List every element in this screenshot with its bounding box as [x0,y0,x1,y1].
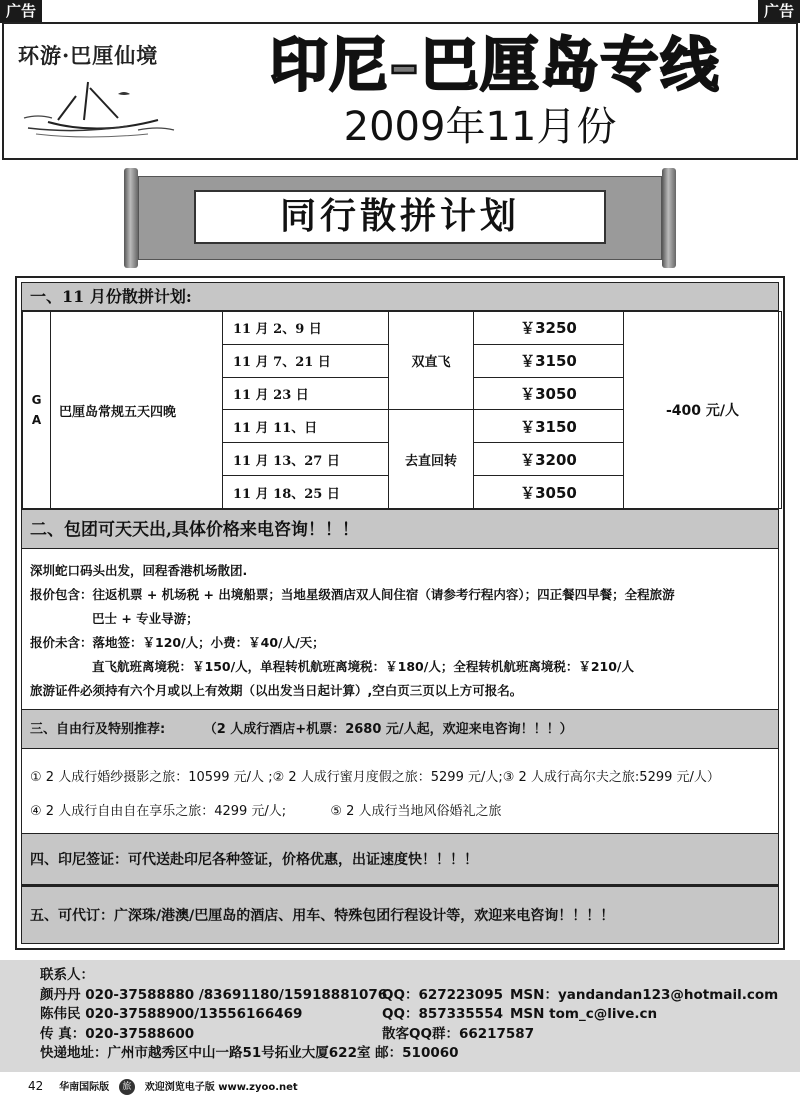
price-cell: ￥3250 [474,312,624,345]
ad-tag-right: 广告 [758,0,800,23]
sub-title: 2009年11月份 [343,104,617,150]
promo-link[interactable]: 欢迎浏览电子版 www.zyoo.net [144,1082,298,1093]
recommend-line-2 [30,795,770,829]
magazine-name: 华南国际版 [59,1082,110,1093]
main-title: 印尼–巴厘岛专线 [269,31,721,99]
section-1-title: 一、11 月份散拼计划: [22,283,778,311]
recommend-item-5: ⑤ 2 人成行当地风俗婚礼之旅 [330,804,502,819]
section-5-title: 五、可代订：广深珠/港澳/巴厘岛的酒店、用车、特殊包团行程设计等，欢迎来电咨询！！！！ [22,885,778,943]
passport-note: 旅游证件必须持有六个月或以上有效期（以出发当日起计算）,空白页三页以上方可报名。 [30,683,523,698]
date-cell: 11 月 18、25 日 [223,476,389,509]
section-2-body [30,559,770,703]
banner-label: 同行散拼计划 [194,190,606,244]
scroll-rod-left [124,168,138,268]
section-3-body [30,761,770,829]
departure-line: 深圳蛇口码头出发，回程香港机场散团. [30,563,248,578]
contact-row-2 [40,1005,800,1025]
scroll-banner [122,168,678,268]
contact-qq-2: QQ：857335554 [382,1006,503,1022]
price-cell: ￥3200 [474,443,624,476]
sailboat-logo-icon [18,74,178,144]
tour-name: 巴厘岛常规五天四晚 [51,312,223,509]
date-cell: 11 月 2、9 日 [223,312,389,345]
recommend-line-1: ① 2 人成行婚纱摄影之旅：10599 元/人 ;② 2 人成行蜜月度假之旅：5299 元/人;③ 2 人成行高尔夫之旅:5299 元/人） [30,770,720,785]
section-4-title: 四、印尼签证：可代送赴印尼各种签证，价格优惠，出证速度快！！！！ [22,833,778,885]
content-box [15,276,785,950]
contact-label: 联系人： [40,967,94,983]
mode-transfer: 去直回转 [389,410,474,509]
price-cell: ￥3150 [474,344,624,377]
contact-msn-2: MSN tom_c@live.cn [510,1006,658,1022]
price-includes-line: 报价包含：往返机票 + 机场税 + 出境船票；当地星级酒店双人间住宿（请参考行程内容）；四正餐四早餐；全程旅游 [30,587,675,602]
contact-phone-2: 陈伟民 020-37588900/13556166469 [40,1006,303,1022]
date-cell: 11 月 7、21 日 [223,344,389,377]
schedule-table [22,311,782,509]
content-inner [21,282,779,944]
contact-address: 快递地址：广州市越秀区中山一路51号拓业大厦622室 邮：510060 [40,1045,459,1061]
date-cell: 11 月 23 日 [223,377,389,410]
date-cell: 11 月 11、日 [223,410,389,443]
price-cell: ￥3050 [474,476,624,509]
price-cell: ￥3150 [474,410,624,443]
price-excludes-line: 报价未含：落地签：￥120/人；小费：￥40/人/天； [30,635,325,650]
contact-row-3 [40,1025,800,1045]
page-number: 42 [28,1079,44,1093]
contact-phone-1: 颜丹丹 020-37588880 /83691180/15918881076 [40,986,388,1003]
table-row [23,312,782,345]
date-cell: 11 月 13、27 日 [223,443,389,476]
section-3-label: 三、自由行及特别推荐: [30,722,166,737]
section-2-title: 二、包团可天天出,具体价格来电咨询！！！ [22,509,778,549]
contact-fax: 传 真：020-37588600 [40,1025,195,1042]
recommend-item-4: ④ 2 人成行自由自在享乐之旅：4299 元/人; [30,804,287,819]
contact-box [0,960,800,1072]
brand [18,40,178,150]
contact-qq-group: 散客QQ群：66217587 [382,1025,535,1042]
ad-tag-left: 广告 [0,0,42,23]
contact-qq-1: QQ：627223095 [382,986,503,1003]
mode-direct: 双直飞 [389,312,474,410]
price-cell: ￥3050 [474,377,624,410]
brand-name: 环游·巴厘仙境 [18,43,159,68]
price-includes-line-cont: 巴士 + 专业导游； [92,611,199,626]
airline-letter: A [31,413,42,427]
departure-tax-line: 直飞航班离境税：￥150/人，单程转机航班离境税：￥180/人；全程转机航班离境税：￥210/人 [92,659,634,674]
section-3-note: （2 人成行酒店+机票：2680 元/人起，欢迎来电咨询！！！） [203,722,573,737]
footer [28,1078,298,1095]
contact-row-1 [40,986,800,1006]
airline-code [23,312,51,509]
scroll-rod-right [662,168,676,268]
discount-cell: -400 元/人 [624,312,782,509]
contact-msn-1: MSN：yandandan123@hotmail.com [510,986,779,1003]
airline-letter: G [31,393,42,407]
magazine-badge-icon: 旅 [119,1079,135,1095]
section-3-title [22,709,778,749]
